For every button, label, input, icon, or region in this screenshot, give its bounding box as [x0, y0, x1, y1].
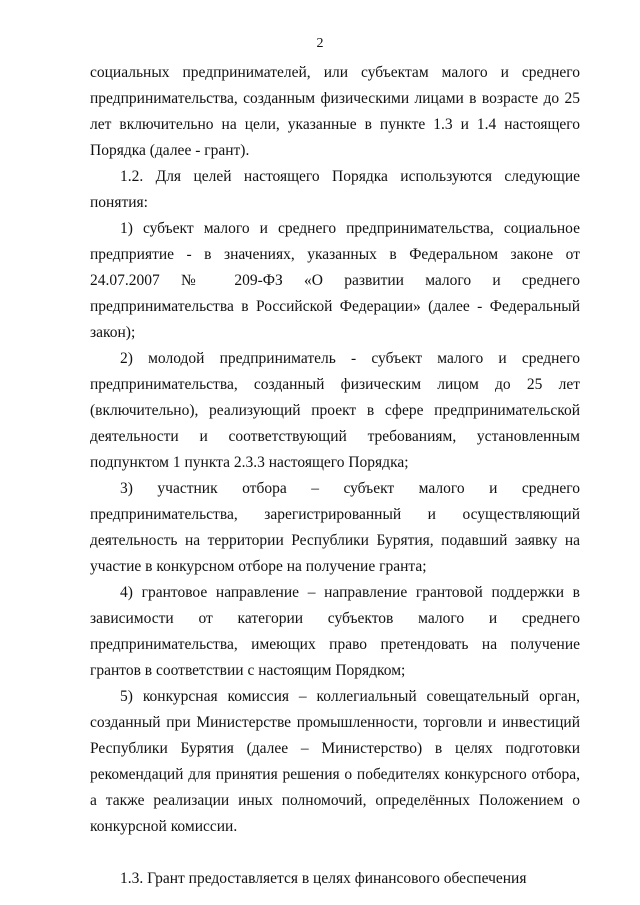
paragraph-item-2: 2) молодой предприниматель - субъект малого и среднего предпринимательства, созданный физическим лицом до 25 лет (включительно), реализующий проект в сфере предпринимательской деятельности и соответствующий требованиям, установленным подпунктом 1 пункта 2.3.3 настоящего Порядка;	[90, 350, 580, 471]
paragraph-item-1: 1) субъект малого и среднего предпринимательства, социальное предприятие - в значениях, указанных в Федеральном законе от 24.07.2007 № 209-ФЗ «О развитии малого и среднего предпринимательства в Российской Федерации» (далее - Федеральный закон);	[90, 220, 580, 341]
paragraph-1-3: 1.3. Грант предоставляется в целях финансового обеспечения	[120, 870, 527, 887]
paragraph-1-2: 1.2. Для целей настоящего Порядка используются следующие понятия:	[90, 168, 580, 211]
paragraph-item-3: 3) участник отбора – субъект малого и среднего предпринимательства, зарегистрированный и осуществляющий деятельность на территории Республики Бурятия, подавший заявку на участие в конкурсном отборе на получение гранта;	[90, 480, 580, 575]
document-body	[90, 60, 580, 892]
paragraph-item-4: 4) грантовое направление – направление грантовой поддержки в зависимости от категории субъектов малого и среднего предпринимательства, имеющих право претендовать на получение грантов в соответствии с настоящим Порядком;	[90, 584, 580, 679]
paragraph-continuation: социальных предпринимателей, или субъектам малого и среднего предпринимательства, созданным физическими лицами в возрасте до 25 лет включительно на цели, указанные в пункте 1.3 и 1.4 настоящего Порядка (далее - грант).	[90, 64, 580, 159]
paragraph-item-5: 5) конкурсная комиссия – коллегиальный совещательный орган, созданный при Министерстве промышленности, торговли и инвестиций Республики Бурятия (далее – Министерство) в целях подготовки рекомендаций для принятия решения о победителях конкурсного отбора, а также реализации иных полномочий, определённых Положением о конкурсной комиссии.	[90, 688, 580, 835]
page-number: 2	[316, 36, 324, 51]
